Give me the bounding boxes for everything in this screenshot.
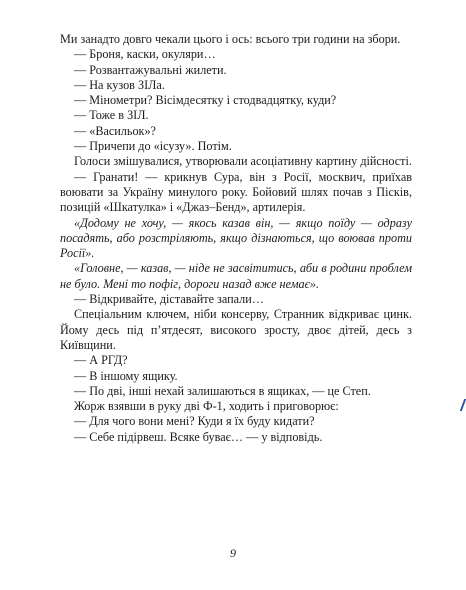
paragraph: — Причепи до «ісузу». Потім. (74, 139, 232, 154)
paragraph: «Головне, — казав, — ніде не засвітитись, аби в родини проблем не було. Мені то пофіг, дороги назад вже немає». (60, 261, 412, 291)
paragraph: — На кузов ЗІЛа. (74, 77, 165, 92)
paragraph: — Гранати! — крикнув Сура, він з Росії, москвич, приїхав воювати за Україну минулого року. Бойовий шлях почав з Пісків, позицій «Шкатулка» і «Джаз–Бенд», артилерія. (60, 169, 412, 215)
edge-pen-mark (454, 399, 466, 411)
paragraph: Жорж взявши в руку дві Ф-1, ходить і приговорює: (74, 399, 339, 414)
paragraph: — Себе підірвеш. Всяке буває… — у відповідь. (74, 429, 323, 444)
paragraph: — А РГД? (74, 353, 128, 368)
paragraph: Ми занадто довго чекали цього і ось: всього три години на збори. (60, 32, 401, 46)
paragraph: — По дві, інші нехай залишаються в ящиках, — це Степ. (74, 383, 371, 398)
paragraph: «Додому не хочу, — якось казав він, — якщо поїду — одразу посадять, або розстріляють, якщо дізнаються, що воював проти Росії». (60, 215, 412, 261)
paragraph: — В іншому ящику. (74, 368, 178, 383)
paragraph: — Тоже в ЗІЛ. (74, 108, 149, 123)
paragraph: — Відкривайте, діставайте запали… (74, 292, 264, 307)
paragraph: — Мінометри? Вісімдесятку і стодвадцятку, куди? (74, 93, 337, 108)
paragraph: — «Васильок»? (74, 123, 156, 138)
body-text (60, 32, 412, 445)
paragraph: — Броня, каски, окуляри… (74, 47, 216, 62)
paragraph: — Для чого вони мені? Куди я їх буду кидати? (74, 414, 315, 429)
paragraph: Голоси змішувалися, утворювали асоціативну картину дійсності. (74, 154, 412, 169)
page-number: 9 (230, 546, 236, 560)
paragraph: — Розвантажувальні жилети. (74, 62, 227, 77)
paragraph: Спеціальним ключем, ніби консерву, Странник відкриває цинк. Йому десь під п’ятдесят, високого зросту, двоє дітей, десь з Київщини. (60, 307, 412, 352)
